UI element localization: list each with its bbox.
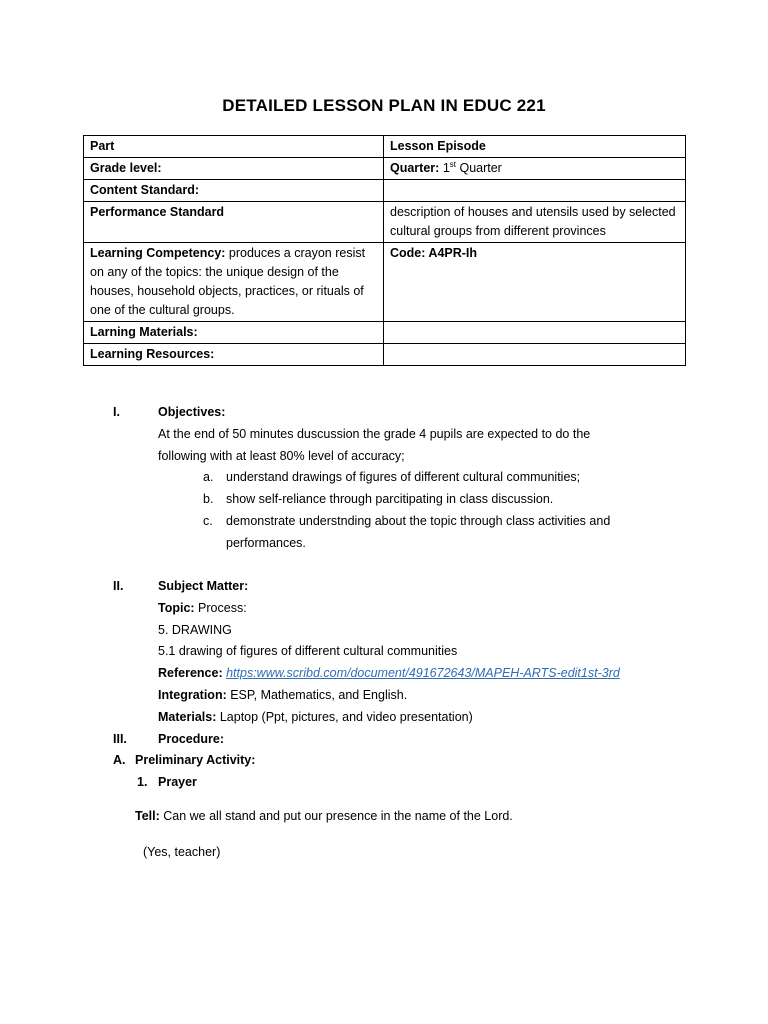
objective-letter-b: b.	[203, 492, 214, 506]
cell-quarter	[384, 158, 686, 180]
objective-item-a: understand drawings of figures of different cultural communities;	[226, 470, 581, 484]
table-row	[84, 322, 686, 344]
page-title: DETAILED LESSON PLAN IN EDUC 221	[222, 96, 546, 115]
learning-competency-label: Learning Competency:	[90, 246, 226, 260]
cell-content-standard: Content Standard:	[84, 180, 384, 202]
procedure-numeral: III.	[113, 732, 127, 746]
tell-label: Tell:	[135, 809, 160, 823]
objective-item-b: show self-reliance through parcitipating in class discussion.	[226, 492, 554, 506]
table-row	[84, 136, 686, 158]
drawing-line: 5. DRAWING	[158, 623, 232, 637]
learning-competency-text: produces a crayon resist on any of the topics: the unique design of the houses, household objects, practices, or rituals of one of the cultural groups.	[90, 246, 366, 317]
subject-numeral: II.	[113, 579, 124, 593]
cell-code	[384, 243, 686, 322]
cell-performance-standard-value: description of houses and utensils used by selected cultural groups from different provinces	[384, 202, 686, 243]
objectives-intro-line2: following with at least 80% level of accuracy;	[158, 449, 405, 463]
tell-line	[135, 806, 513, 826]
drawing-sub-line: 5.1 drawing of figures of different cultural communities	[158, 644, 458, 658]
materials-label: Materials:	[158, 710, 217, 724]
reference-link[interactable]: https:www.scribd.com/document/491672643/MAPEH-ARTS-edit1st-3rd	[226, 666, 620, 680]
table-row	[84, 158, 686, 180]
quarter-label: Quarter:	[390, 161, 440, 175]
reference-line	[158, 663, 620, 683]
topic-label: Topic:	[158, 601, 195, 615]
cell-grade-level: Grade level:	[84, 158, 384, 180]
objective-letter-c: c.	[203, 514, 213, 528]
procedure-heading: Procedure:	[158, 732, 224, 746]
preliminary-heading: Preliminary Activity:	[135, 753, 256, 767]
table-row	[84, 243, 686, 322]
quarter-sup: st	[449, 159, 456, 169]
cell-learning-competency	[84, 243, 384, 322]
objectives-intro-line1: At the end of 50 minutes duscussion the grade 4 pupils are expected to do the	[158, 427, 591, 441]
table-row	[84, 202, 686, 243]
cell-learning-resources: Learning Resources:	[84, 344, 384, 366]
objective-letter-a: a.	[203, 470, 214, 484]
prayer-heading: Prayer	[158, 775, 197, 789]
materials-line	[158, 707, 473, 727]
cell-content-standard-value	[384, 180, 686, 202]
preliminary-letter: A.	[113, 753, 126, 767]
integration-label: Integration:	[158, 688, 227, 702]
objectives-heading: Objectives:	[158, 405, 226, 419]
code-label: Code:	[390, 246, 426, 260]
quarter-num: 1	[442, 161, 450, 175]
cell-learning-materials: Larning Materials:	[84, 322, 384, 344]
code-value: A4PR-Ih	[425, 246, 478, 260]
prayer-number: 1.	[137, 775, 148, 789]
cell-part: Part	[84, 136, 384, 158]
materials-value: Laptop (Ppt, pictures, and video presentation)	[216, 710, 473, 724]
objectives-numeral: I.	[113, 405, 120, 419]
table-row	[84, 344, 686, 366]
cell-lesson-episode: Lesson Episode	[384, 136, 686, 158]
topic-line	[158, 598, 247, 618]
student-response: (Yes, teacher)	[143, 845, 221, 859]
cell-learning-resources-value	[384, 344, 686, 366]
objective-item-c: demonstrate understnding about the topic through class activities and	[226, 514, 611, 528]
lesson-info-table	[83, 135, 686, 366]
quarter-rest: Quarter	[456, 161, 502, 175]
reference-label: Reference:	[158, 666, 223, 680]
subject-heading: Subject Matter:	[158, 579, 249, 593]
cell-performance-standard: Performance Standard	[84, 202, 384, 243]
integration-line	[158, 685, 407, 705]
objective-item-c-cont: performances.	[226, 536, 306, 550]
integration-value: ESP, Mathematics, and English.	[226, 688, 408, 702]
table-row	[84, 180, 686, 202]
cell-learning-materials-value	[384, 322, 686, 344]
tell-text: Can we all stand and put our presence in the name of the Lord.	[159, 809, 513, 823]
topic-value: Process:	[194, 601, 247, 615]
